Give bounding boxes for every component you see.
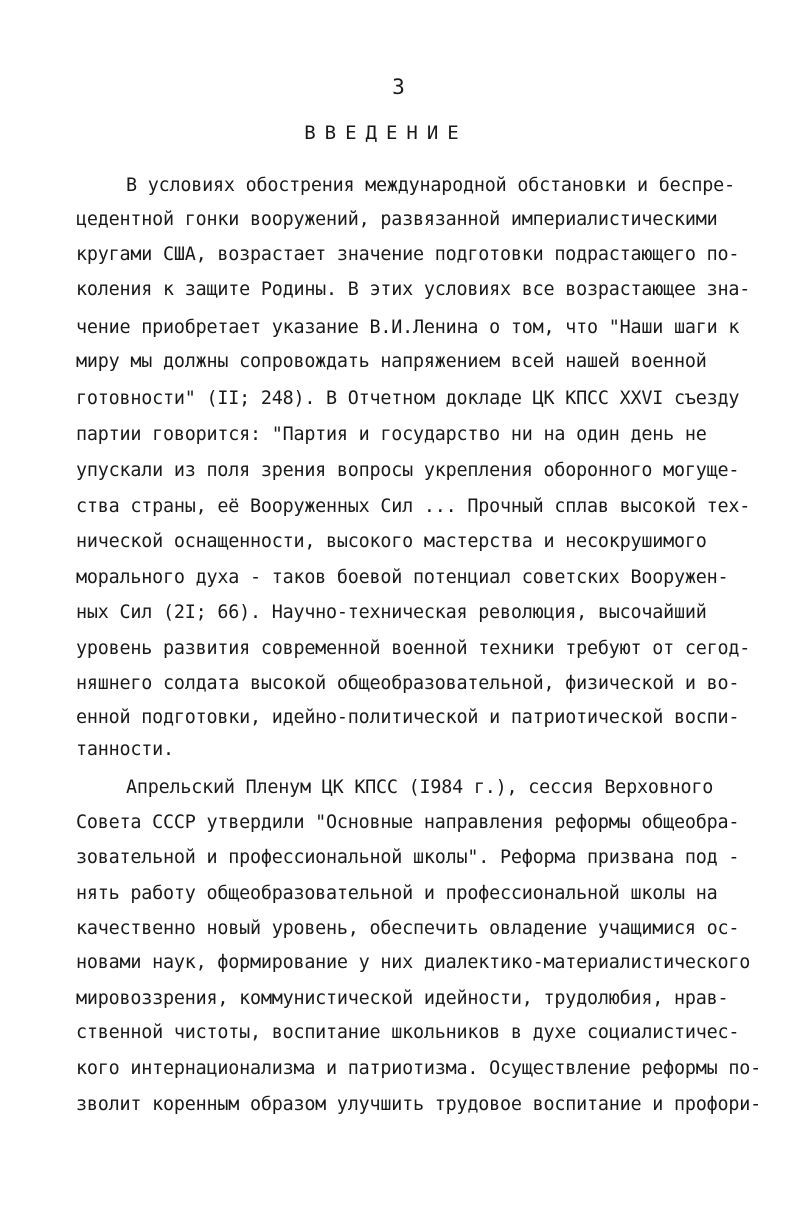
text-line: новами наук, формирование у них диалектико-материалистического [76, 952, 751, 973]
text-line: Совета СССР утвердили "Основные направления реформы общеобра- [76, 812, 740, 833]
text-line: чение приобретает указание В.И.Ленина о том, что "Наши шаги к [76, 317, 740, 338]
text-line: нической оснащенности, высокого мастерства и несокрушимого [76, 531, 707, 552]
text-line: готовности" (II; 248). В Отчетном докладе ЦК КПСС XXVI съезду [76, 388, 740, 409]
text-line: танности. [76, 739, 174, 760]
text-line: партии говорится: "Партия и государство ни на один день не [76, 424, 707, 445]
text-line: Апрельский Пленум ЦК КПСС (I984 г.), сессия Верховного [126, 777, 714, 798]
text-line: мировоззрения, коммунистической идейности, трудолюбия, нрав- [76, 988, 729, 1009]
text-line: цедентной гонки вооружений, развязанной империалистическими [76, 209, 718, 230]
text-line: качественно новый уровень, обеспечить овладение учащимися ос- [76, 918, 740, 939]
text-line: ственной чистоты, воспитание школьников в духе социалистичес- [76, 1022, 740, 1043]
text-line: кого интернационализма и патриотизма. Осуществление реформы по- [76, 1058, 761, 1079]
text-line: кругами США, возрастает значение подготовки подрастающего по- [76, 244, 740, 265]
text-line: В условиях обострения международной обстановки и беспре- [126, 175, 735, 196]
text-line: ства страны, её Вооруженных Сил ... Прочный сплав высокой тех- [76, 496, 751, 517]
text-line: ных Сил (2I; 66). Научно-техническая революция, высочайший [76, 602, 707, 623]
text-line: нять работу общеобразовательной и профессиональной школы на [76, 883, 718, 904]
text-line: зволит коренным образом улучшить трудовое воспитание и профори- [76, 1094, 761, 1115]
section-title: ВВЕДЕНИЕ [304, 122, 468, 144]
text-line: упускали из поля зрения вопросы укрепления оборонного могуще- [76, 460, 740, 481]
text-line: коления к защите Родины. В этих условиях все возрастающее зна- [76, 279, 751, 300]
text-line: няшнего солдата высокой общеобразовательной, физической и во- [76, 673, 740, 694]
text-line: уровень развития современной военной техники требуют от сегод- [76, 638, 751, 659]
page-number: 3 [392, 75, 405, 99]
text-line: морального духа - таков боевой потенциал советских Вооружен- [76, 567, 729, 588]
text-line: енной подготовки, идейно-политической и патриотической воспи- [76, 707, 740, 728]
text-line: миру мы должны сопровождать напряжением всей нашей военной [76, 351, 707, 372]
text-line: зовательной и профессиональной школы". Реформа призвана под - [76, 847, 740, 868]
